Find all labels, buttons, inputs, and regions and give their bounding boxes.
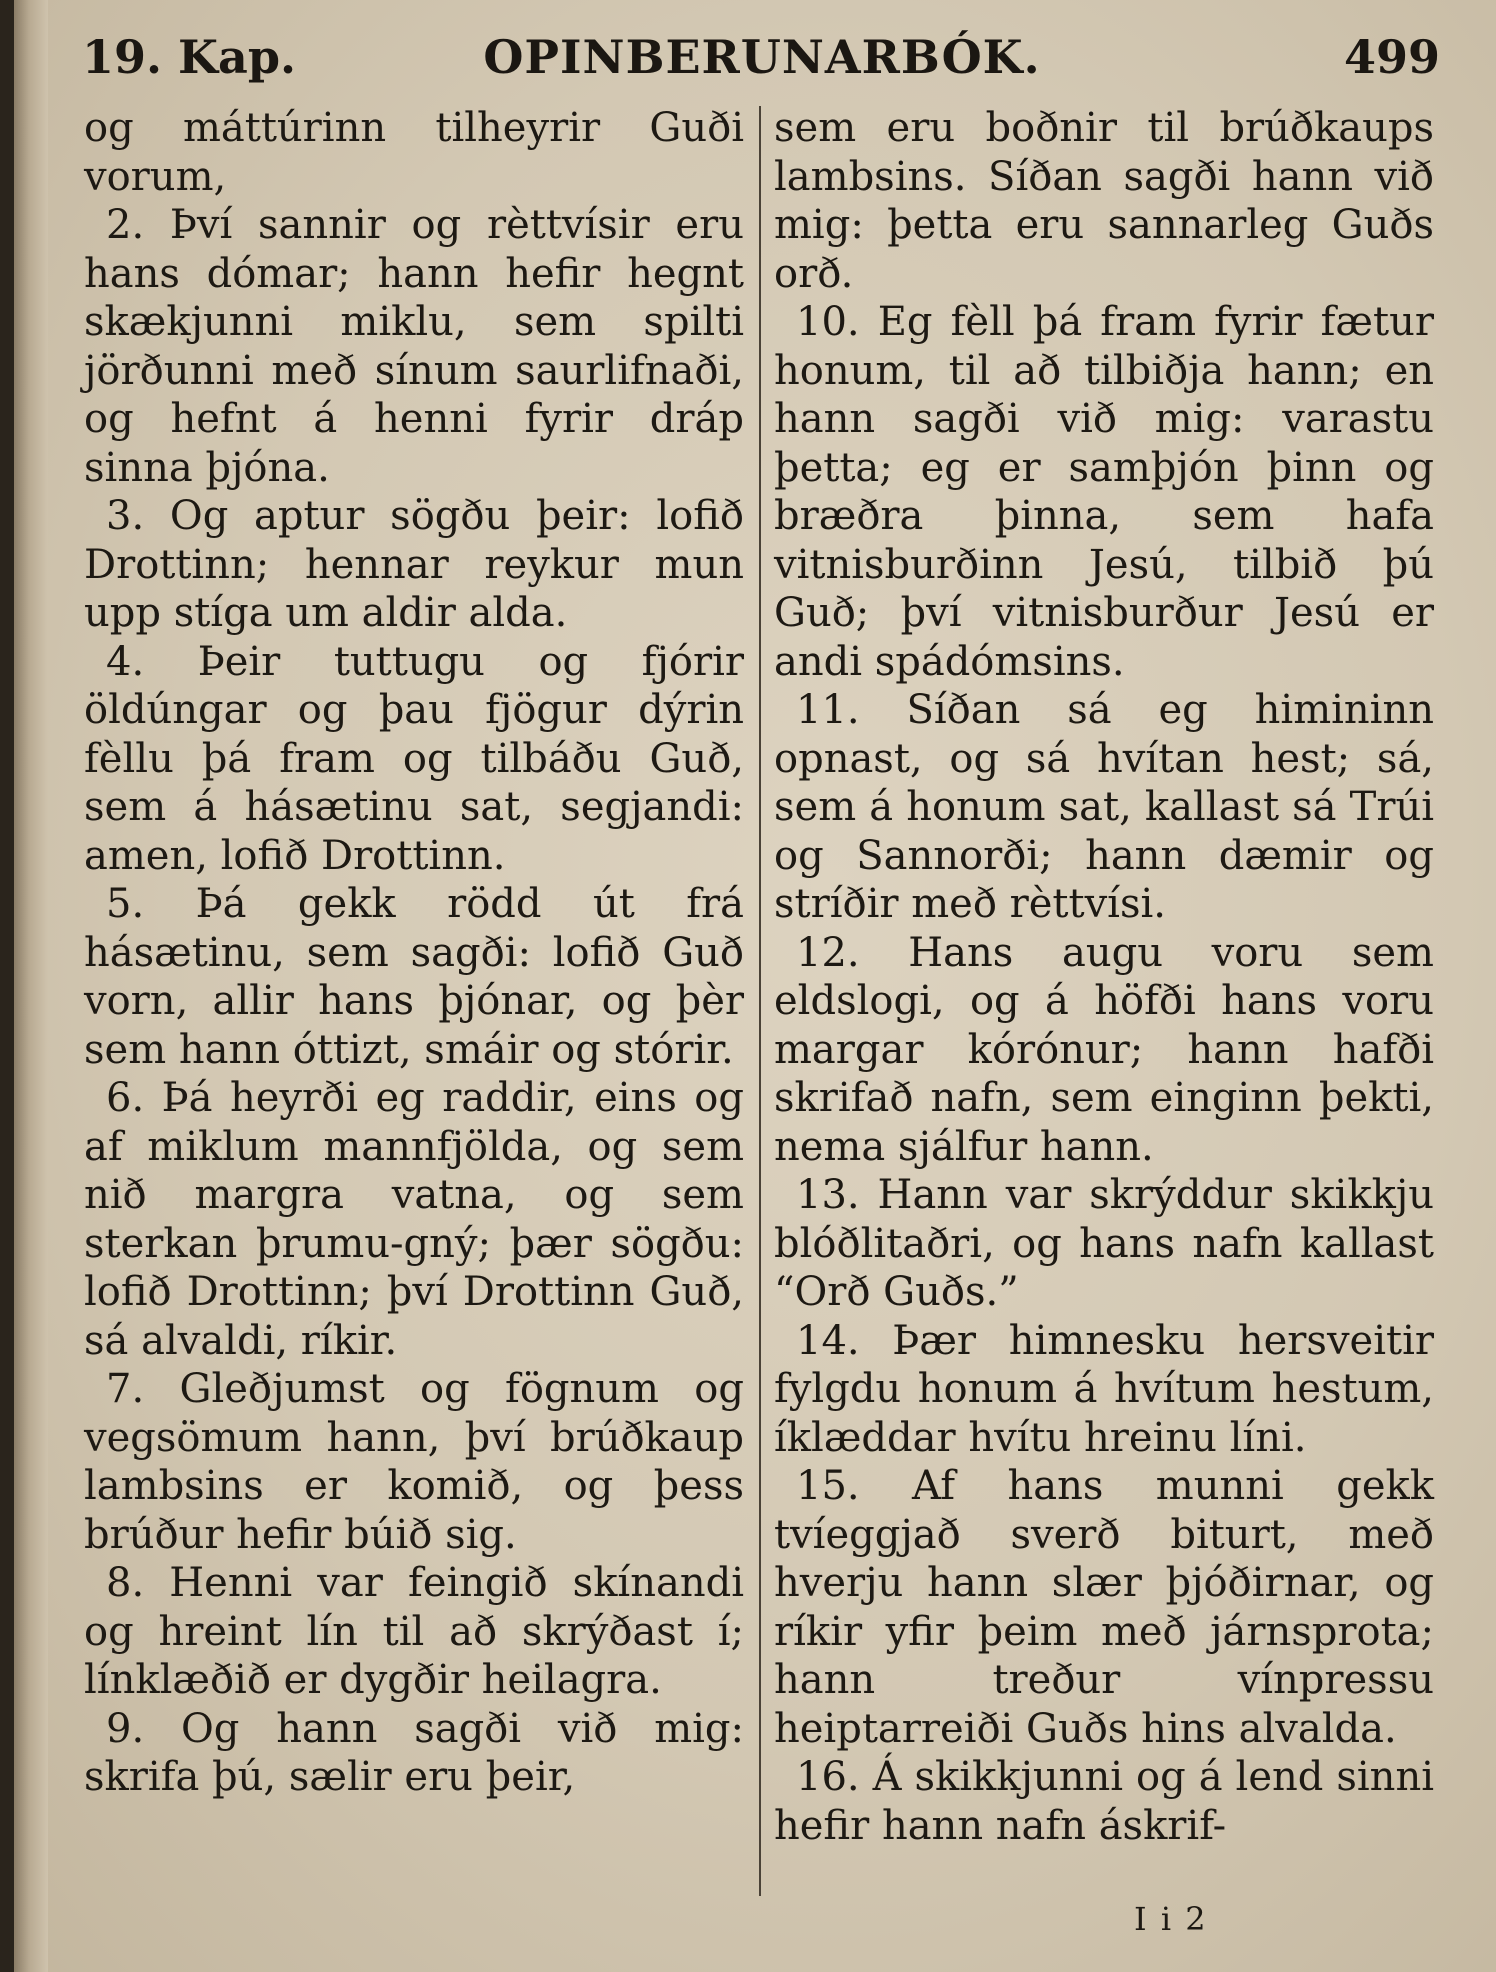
right-column <box>774 104 1434 1850</box>
column-divider <box>759 106 761 1896</box>
verse-paragraph: 14. Þær himnesku hersveitir fylgdu honum á hvítum hestum, íklæddar hvítu hreinu líni. <box>774 1317 1434 1461</box>
verse-paragraph: 6. Þá heyrði eg raddir, eins og af miklum mannfjölda, og sem nið margra vatna, og sem sterkan þrumu-gný; þær sögðu: lofið Drottinn; því Drottinn Guð, sá alvaldi, ríkir. <box>84 1075 744 1364</box>
verse-paragraph: 13. Hann var skrýddur skikkju blóðlitaðri, og hans nafn kallast “Orð Guðs.” <box>774 1172 1434 1315</box>
running-header <box>72 22 1452 92</box>
chapter-label: 19. Kap. <box>82 30 297 84</box>
verse-paragraph: 16. Á skikkjunni og á lend sinni hefir hann nafn áskrif- <box>774 1754 1434 1849</box>
verse-paragraph: 15. Af hans munni gekk tvíeggjað sverð biturt, með hverju hann slær þjóðirnar, og ríkir yfir þeim með járnsprota; hann treður vínpressu heiptarreiði Guðs hins alvalda. <box>774 1463 1434 1752</box>
verse-paragraph: 9. Og hann sagði við mig: skrifa þú, sælir eru þeir, <box>84 1705 744 1800</box>
verse-paragraph: 4. Þeir tuttugu og fjórir öldúngar og þau fjögur dýrin fèllu þá fram og tilbáðu Guð, sem á hásætinu sat, segjandi: amen, lofið Drottinn. <box>84 638 744 879</box>
verse-paragraph: 5. Þá gekk rödd út frá hásætinu, sem sagði: lofið Guð vorn, allir hans þjónar, og þèr sem hann óttizt, smáir og stórir. <box>84 881 744 1073</box>
verse-paragraph: sem eru boðnir til brúðkaups lambsins. Síðan sagði hann við mig: þetta eru sannarleg Guðs orð. <box>774 105 1434 297</box>
book-page <box>14 0 1496 1972</box>
page-number: 499 <box>1343 30 1440 84</box>
verse-paragraph: 10. Eg fèll þá fram fyrir fætur honum, til að tilbiðja hann; en hann sagði við mig: varastu þetta; eg er samþjón þinn og bræðra þinna, sem hafa vitnisburðinn Jesú, tilbið þú Guð; því vitnisburður Jesú er andi spádómsins. <box>774 299 1434 685</box>
verse-paragraph: 3. Og aptur sögðu þeir: lofið Drottinn; hennar reykur mun upp stíga um aldir alda. <box>84 493 744 636</box>
page-gutter <box>14 0 48 1972</box>
verse-paragraph: 8. Henni var feingið skínandi og hreint lín til að skrýðast í; línklæðið er dygðir heilagra. <box>84 1560 744 1703</box>
verse-paragraph: 7. Gleðjumst og fögnum og vegsömum hann, því brúðkaup lambsins er komið, og þess brúður hefir búið sig. <box>84 1366 744 1558</box>
signature-mark: I i 2 <box>1134 1900 1208 1938</box>
verse-paragraph: 11. Síðan sá eg himininn opnast, og sá hvítan hest; sá, sem á honum sat, kallast sá Trúi og Sannorði; hann dæmir og stríðir með rèttvísi. <box>774 687 1434 927</box>
verse-paragraph: 2. Því sannir og rèttvísir eru hans dómar; hann hefir hegnt skækjunni miklu, sem spilti jörðunni með sínum saurlifnaði, og hefnt á henni fyrir dráp sinna þjóna. <box>84 202 744 491</box>
verse-paragraph: 12. Hans augu voru sem eldslogi, og á höfði hans voru margar kórónur; hann hafði skrifað nafn, sem einginn þekti, nema sjálfur hann. <box>774 929 1434 1170</box>
left-column <box>84 104 744 1802</box>
book-title: OPINBERUNARBÓK. <box>483 30 1041 84</box>
verse-paragraph: og máttúrinn tilheyrir Guði vorum, <box>84 105 744 200</box>
